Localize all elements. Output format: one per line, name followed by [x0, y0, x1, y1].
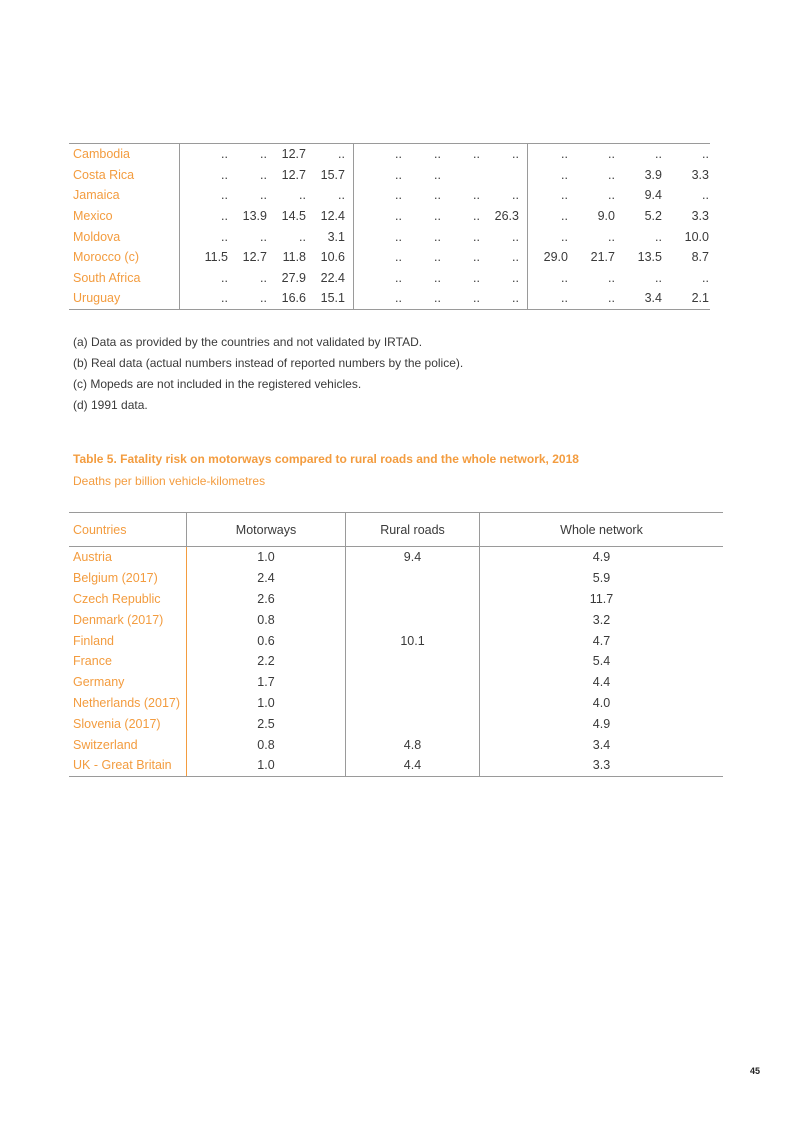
table-row	[69, 144, 710, 165]
column-group-g3	[527, 268, 710, 289]
country-name: Germany	[73, 675, 125, 690]
table-cell: 15.7	[320, 167, 345, 182]
table-cell: 22.4	[320, 270, 345, 285]
table-cell: ..	[395, 291, 402, 306]
table5-body	[69, 547, 723, 776]
table-cell: ..	[395, 250, 402, 265]
table-cell: ..	[395, 209, 402, 224]
whole-network-value: 3.3	[479, 755, 723, 776]
table-cell: ..	[260, 167, 267, 182]
table-cell: ..	[512, 270, 519, 285]
table-cell: ..	[395, 147, 402, 162]
column-group-g2	[353, 144, 527, 165]
table-cell: ..	[473, 291, 480, 306]
column-group-g2	[353, 268, 527, 289]
whole-network-value: 4.9	[479, 713, 723, 734]
table-cell: ..	[473, 147, 480, 162]
table-cell: ..	[512, 188, 519, 203]
motorways-value: 2.4	[186, 568, 345, 589]
whole-network-value: 3.2	[479, 609, 723, 630]
table-cell: ..	[338, 147, 345, 162]
table-row	[69, 755, 723, 776]
column-group-g3	[527, 247, 710, 268]
fatality-rate-table	[69, 143, 710, 310]
table-cell: ..	[561, 167, 568, 182]
country-name: Denmark (2017)	[73, 612, 164, 627]
table-cell: 11.5	[204, 250, 228, 265]
table-cell: 27.9	[281, 270, 306, 285]
table-cell: ..	[221, 188, 228, 203]
whole-network-value: 4.4	[479, 672, 723, 693]
table-cell: ..	[512, 250, 519, 265]
column-group-g1	[179, 185, 353, 206]
table-row	[69, 268, 710, 289]
table-cell: ..	[608, 291, 615, 306]
table-cell: 16.6	[281, 291, 306, 306]
table-cell: ..	[608, 188, 615, 203]
table-cell: ..	[473, 229, 480, 244]
motorways-value: 1.0	[186, 693, 345, 714]
table-cell: 11.8	[282, 250, 306, 265]
column-group-g2	[353, 247, 527, 268]
whole-network-value: 4.9	[479, 547, 723, 568]
table-cell: ..	[260, 147, 267, 162]
table-cell: ..	[221, 291, 228, 306]
table-cell: ..	[260, 270, 267, 285]
table-cell: ..	[512, 229, 519, 244]
rural-roads-value: 4.8	[345, 734, 479, 755]
header-motorways: Motorways	[186, 513, 345, 546]
note-b: (b) Real data (actual numbers instead of reported numbers by the police).	[73, 356, 464, 370]
table-cell: ..	[608, 270, 615, 285]
table-cell: ..	[473, 188, 480, 203]
column-group-g1	[179, 247, 353, 268]
table-cell: 3.4	[644, 291, 662, 306]
table-row	[69, 226, 710, 247]
table-cell: ..	[608, 147, 615, 162]
table-row	[69, 630, 723, 651]
table-cell: ..	[221, 167, 228, 182]
table-row	[69, 734, 723, 755]
table-cell: ..	[260, 188, 267, 203]
table-cell: ..	[561, 291, 568, 306]
rural-roads-value: 4.4	[345, 755, 479, 776]
country-name: Jamaica	[73, 188, 120, 203]
table-cell: 13.5	[637, 250, 662, 265]
motorways-value: 1.0	[186, 547, 345, 568]
table-cell: ..	[395, 270, 402, 285]
table-cell: ..	[473, 209, 480, 224]
table-cell: 12.7	[281, 167, 306, 182]
country-name: Morocco (c)	[73, 250, 139, 265]
rural-roads-value: 9.4	[345, 547, 479, 568]
country-name: South Africa	[73, 270, 141, 285]
table-cell: ..	[395, 188, 402, 203]
motorways-value: 0.6	[186, 630, 345, 651]
table-cell: 8.7	[691, 250, 709, 265]
rural-roads-value	[345, 693, 479, 714]
column-group-g2	[353, 165, 527, 186]
table-cell: ..	[395, 167, 402, 182]
table-cell: ..	[395, 229, 402, 244]
table-cell: ..	[434, 291, 441, 306]
column-group-g3	[527, 185, 710, 206]
table-cell: ..	[221, 229, 228, 244]
table-cell: ..	[512, 291, 519, 306]
table-row	[69, 247, 710, 268]
table-cell: ..	[434, 147, 441, 162]
country-name: Belgium (2017)	[73, 571, 158, 586]
table-cell: 3.3	[691, 167, 709, 182]
table-cell: 5.2	[644, 209, 662, 224]
table-cell: ..	[338, 188, 345, 203]
table-cell: 26.3	[494, 209, 519, 224]
column-group-g3	[527, 288, 710, 309]
table-cell: 12.7	[281, 147, 306, 162]
table-cell: ..	[299, 188, 306, 203]
table-cell: ..	[561, 229, 568, 244]
country-name: UK - Great Britain	[73, 758, 172, 773]
table-cell: ..	[608, 167, 615, 182]
note-c: (c) Mopeds are not included in the registered vehicles.	[73, 377, 362, 391]
table-row	[69, 672, 723, 693]
column-group-g2	[353, 288, 527, 309]
whole-network-value: 5.4	[479, 651, 723, 672]
table-cell: ..	[221, 147, 228, 162]
table-cell: ..	[702, 147, 709, 162]
country-name: Moldova	[73, 229, 121, 244]
rural-roads-value	[345, 568, 479, 589]
table-cell: ..	[561, 209, 568, 224]
table-cell: 2.1	[691, 291, 709, 306]
table5-header-row	[69, 513, 723, 547]
rural-roads-value	[345, 672, 479, 693]
motorways-value: 0.8	[186, 609, 345, 630]
whole-network-value: 11.7	[479, 589, 723, 610]
table-cell: ..	[434, 250, 441, 265]
table-row	[69, 589, 723, 610]
table-cell: 14.5	[281, 209, 306, 224]
motorways-value: 2.2	[186, 651, 345, 672]
table-cell: ..	[260, 229, 267, 244]
column-group-g3	[527, 165, 710, 186]
table-row	[69, 568, 723, 589]
rural-roads-value	[345, 609, 479, 630]
motorways-value: 1.7	[186, 672, 345, 693]
motorways-value: 1.0	[186, 755, 345, 776]
country-name: Uruguay	[73, 291, 121, 306]
table-cell: ..	[434, 188, 441, 203]
motorways-value: 0.8	[186, 734, 345, 755]
table-cell: ..	[655, 270, 662, 285]
table-cell: ..	[561, 270, 568, 285]
table-cell: ..	[702, 270, 709, 285]
table-cell: ..	[473, 270, 480, 285]
header-countries: Countries	[73, 522, 127, 537]
table-cell: 3.1	[327, 229, 345, 244]
table-cell: ..	[434, 209, 441, 224]
column-group-g2	[353, 185, 527, 206]
table-cell: ..	[702, 188, 709, 203]
column-group-g2	[353, 206, 527, 227]
table-cell: 15.1	[320, 291, 345, 306]
country-name: Costa Rica	[73, 167, 135, 182]
table-cell: ..	[512, 147, 519, 162]
country-name: France	[73, 654, 112, 669]
whole-network-value: 4.7	[479, 630, 723, 651]
table-row	[69, 609, 723, 630]
table5-subtitle: Deaths per billion vehicle-kilometres	[73, 474, 266, 488]
table-cell: 3.9	[644, 167, 662, 182]
table-cell: 21.7	[590, 250, 615, 265]
table-row	[69, 185, 710, 206]
rural-roads-value: 10.1	[345, 630, 479, 651]
table-cell: 3.3	[691, 209, 709, 224]
country-name: Slovenia (2017)	[73, 716, 161, 731]
note-d: (d) 1991 data.	[73, 398, 148, 412]
table-cell: ..	[221, 209, 228, 224]
page-number: 45	[749, 1066, 760, 1076]
motorway-risk-table	[69, 512, 723, 777]
column-group-g1	[179, 206, 353, 227]
whole-network-value: 4.0	[479, 693, 723, 714]
table-cell: ..	[473, 250, 480, 265]
column-group-g2	[353, 226, 527, 247]
column-group-g3	[527, 144, 710, 165]
country-name: Finland	[73, 633, 114, 648]
table-cell: 9.0	[597, 209, 615, 224]
header-whole-network: Whole network	[479, 513, 723, 546]
country-name: Mexico	[73, 209, 113, 224]
table-row	[69, 713, 723, 734]
rural-roads-value	[345, 651, 479, 672]
table-cell: 13.9	[242, 209, 267, 224]
note-a: (a) Data as provided by the countries and not validated by IRTAD.	[73, 335, 423, 349]
table-cell: ..	[260, 291, 267, 306]
table-cell: 12.4	[320, 209, 345, 224]
rural-roads-value	[345, 589, 479, 610]
motorways-value: 2.5	[186, 713, 345, 734]
motorways-value: 2.6	[186, 589, 345, 610]
table-cell: ..	[434, 229, 441, 244]
rural-roads-value	[345, 713, 479, 734]
country-name: Netherlands (2017)	[73, 695, 181, 710]
whole-network-value: 3.4	[479, 734, 723, 755]
table-cell: ..	[434, 270, 441, 285]
table5-title: Table 5. Fatality risk on motorways compared to rural roads and the whole network, 2018	[73, 452, 579, 466]
table-cell: 9.4	[644, 188, 662, 203]
table-row	[69, 547, 723, 568]
table-notes	[73, 332, 463, 416]
table-cell: 29.0	[543, 250, 568, 265]
column-group-g3	[527, 206, 710, 227]
table-cell: ..	[655, 229, 662, 244]
table-row	[69, 651, 723, 672]
column-group-g3	[527, 226, 710, 247]
country-name: Cambodia	[73, 147, 130, 162]
table-cell: ..	[221, 270, 228, 285]
header-rural-roads: Rural roads	[345, 513, 479, 546]
table-cell: 10.0	[684, 229, 709, 244]
table-cell: ..	[299, 229, 306, 244]
table-row	[69, 693, 723, 714]
column-group-g1	[179, 288, 353, 309]
country-name: Czech Republic	[73, 591, 161, 606]
table-cell: ..	[608, 229, 615, 244]
column-group-g1	[179, 165, 353, 186]
table-row	[69, 288, 710, 309]
country-name: Austria	[73, 550, 112, 565]
table-cell: ..	[655, 147, 662, 162]
table-cell: 10.6	[320, 250, 345, 265]
table-cell: 12.7	[242, 250, 267, 265]
column-group-g1	[179, 226, 353, 247]
table-row	[69, 206, 710, 227]
column-group-g1	[179, 144, 353, 165]
table-cell: ..	[561, 188, 568, 203]
country-name: Switzerland	[73, 737, 138, 752]
whole-network-value: 5.9	[479, 568, 723, 589]
table-cell: ..	[561, 147, 568, 162]
column-group-g1	[179, 268, 353, 289]
table-row	[69, 165, 710, 186]
table-cell: ..	[434, 167, 441, 182]
